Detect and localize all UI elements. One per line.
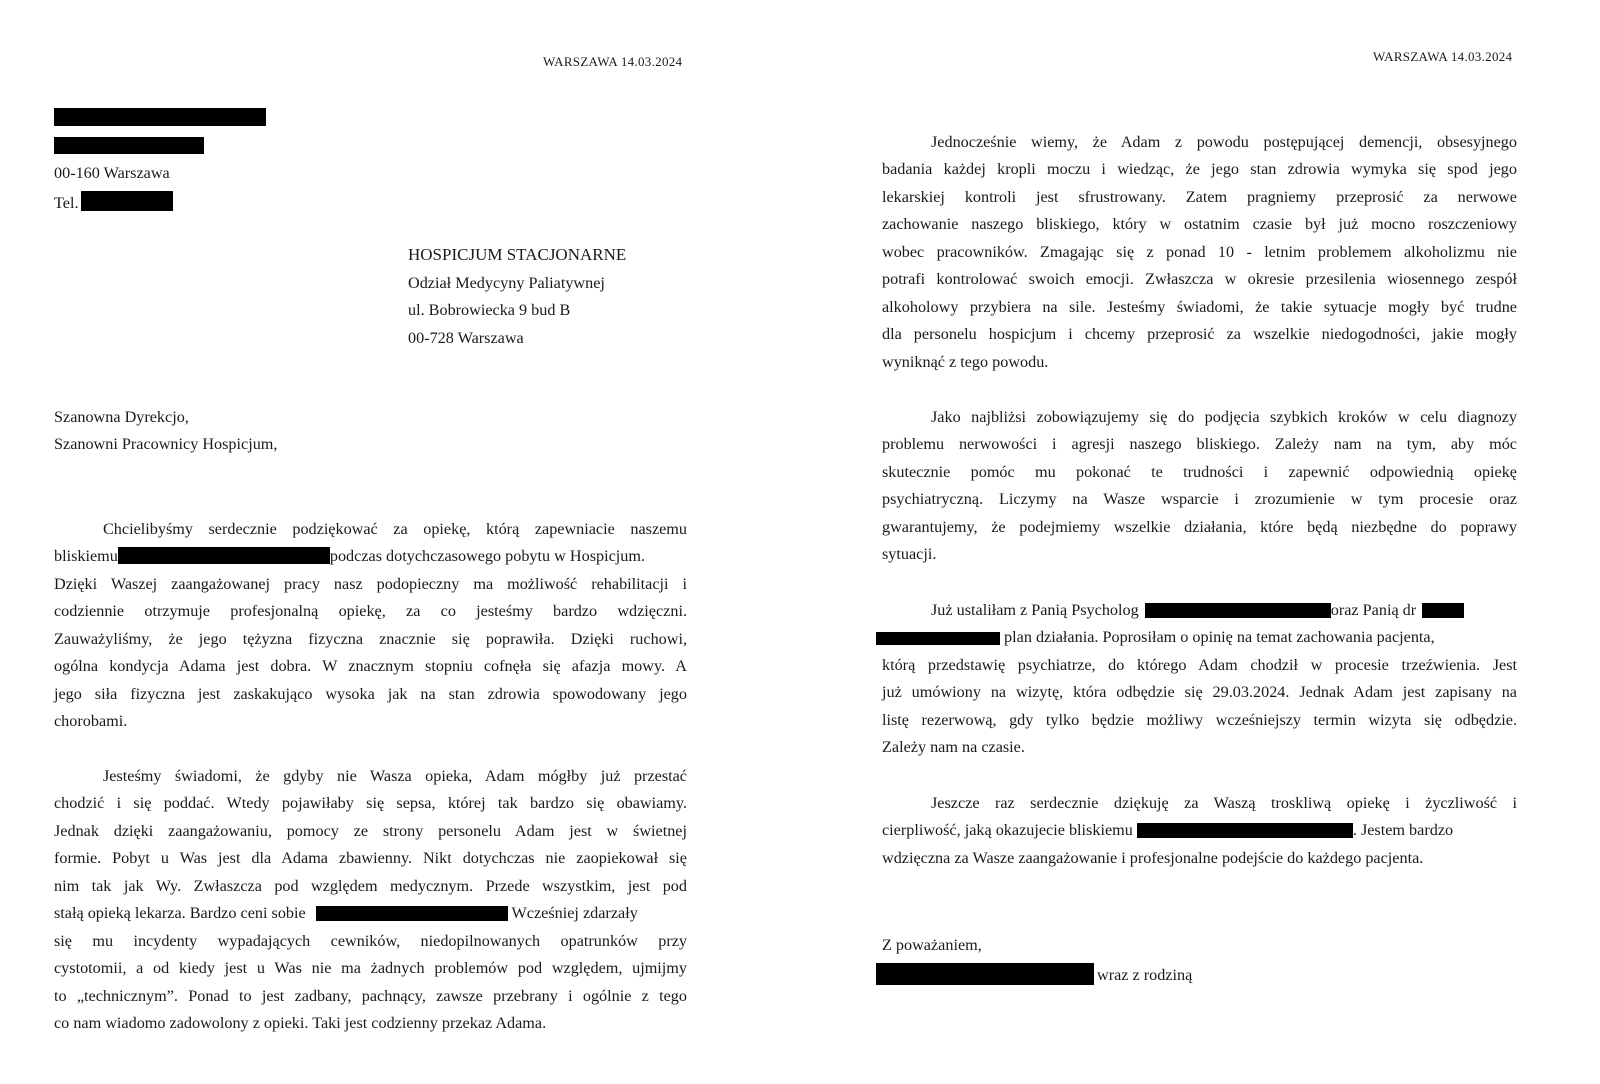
paragraph-line: dla personelu hospicjum i chcemy przeprosić za wszelkie niedogodności, jakie mogły <box>882 325 1517 343</box>
text-fragment: stałą opieką lekarza. Bardzo ceni sobie <box>54 904 306 922</box>
paragraph-line: Zauważyliśmy, że jego tężyzna fizyczna znacznie się poprawiła. Dzięki ruchowi, <box>54 630 687 648</box>
text-fragment: . Jestem bardzo <box>1352 821 1454 839</box>
signature-line <box>876 963 1192 985</box>
paragraph-line: się mu incydenty wypadających cewników, niedopilnowanych opatrunków przy <box>54 932 687 950</box>
paragraph-line: wyniknąć z tego powodu. <box>882 353 1049 371</box>
paragraph-line: chodzić i się poddać. Wtedy pojawiłaby się sepsa, której tak bardzo się obawiamy. <box>54 794 687 812</box>
paragraph-line: alkoholowy przybiera na sile. Jesteśmy świadomi, że takie sytuacje mogły być trudne <box>882 298 1517 316</box>
paragraph-line: którą przedstawię psychiatrze, do którego Adam chodził w procesie trzeźwienia. Jest <box>882 656 1517 674</box>
salutation-line-2: Szanowni Pracownicy Hospicjum, <box>54 435 278 453</box>
paragraph-line: Jesteśmy świadomi, że gdyby nie Wasza opieka, Adam mógłby już przestać <box>103 767 687 785</box>
paragraph-line: ogólna kondycja Adama jest dobra. W znacznym stopniu cofnęła się afazja mowy. A <box>54 657 687 675</box>
redacted-patient-name <box>118 547 330 564</box>
phone-label: Tel. <box>54 194 79 212</box>
redacted-doctor-name <box>1422 603 1464 618</box>
paragraph-line <box>882 820 1517 840</box>
paragraph-line: sytuacji. <box>882 545 937 563</box>
paragraph-line <box>876 627 1517 647</box>
redacted-patient-name <box>1137 823 1353 838</box>
text-fragment: bliskiemu <box>54 547 118 565</box>
paragraph-line: cystotomii, a od kiedy jest u Was nie ma żadnych problemów pod względem, ujmijmy <box>54 959 687 977</box>
text-fragment: Wcześniej zdarzały <box>511 904 638 922</box>
paragraph-line: psychiatryczną. Liczymy na Wasze wsparcie i zrozumienie w tym procesie oraz <box>882 490 1517 508</box>
redacted-phone <box>81 191 173 211</box>
paragraph-line: badania każdej kropli moczu i wiedząc, że jego stan zdrowia wymyka się spod jego <box>882 160 1517 178</box>
sender-phone <box>54 191 173 213</box>
recipient-name: HOSPICJUM STACJONARNE <box>408 245 627 264</box>
paragraph-line: formie. Pobyt u Was jest dla Adama zbawienny. Nikt dotychczas nie zaopiekował się <box>54 849 687 867</box>
paragraph-line: lekarskiej kontroli jest sfrustrowany. Zatem pragniemy przeprosić za nerwowe <box>882 188 1517 206</box>
closing-phrase: Z poważaniem, <box>882 936 982 954</box>
paragraph-line: wobec pracowników. Zmagając się z ponad 10 - letnim problemem alkoholizmu nie <box>882 243 1517 261</box>
text-fragment: oraz Panią dr <box>1330 601 1417 619</box>
paragraph-line: gwarantujemy, że podejmiemy wszelkie działania, które będą niezbędne do poprawy <box>882 518 1517 536</box>
paragraph-line: Jednak dzięki zaangażowaniu, pomocy ze strony personelu Adam jest w świetnej <box>54 822 687 840</box>
redacted-sender-street <box>54 137 204 154</box>
paragraph-line: chorobami. <box>54 712 128 730</box>
paragraph-line: nim tak jak Wy. Zwłaszcza pod względem medycznym. Przede wszystkim, jest pod <box>54 877 687 895</box>
recipient-department: Odział Medycyny Paliatywnej <box>408 274 605 292</box>
salutation-line-1: Szanowna Dyrekcjo, <box>54 408 189 426</box>
text-fragment: plan działania. Poprosiłam o opinię na temat zachowania pacjenta, <box>1004 628 1435 646</box>
sender-postal-city: 00-160 Warszawa <box>54 164 170 182</box>
paragraph-line: już umówiony na wizytę, która odbędzie się 29.03.2024. Jednak Adam jest zapisany na <box>882 683 1517 701</box>
text-fragment: Już ustaliłam z Panią Psycholog <box>931 601 1139 619</box>
paragraph-line <box>54 903 687 923</box>
paragraph-line: zachowanie naszego bliskiego, który w ostatnim czasie był już mocno roszczeniowy <box>882 215 1517 233</box>
paragraph-line: Dzięki Waszej zaangażowanej pracy nasz podopieczny ma możliwość rehabilitacji i <box>54 575 687 593</box>
letter-page-2 <box>800 0 1600 1084</box>
recipient-postal-city: 00-728 Warszawa <box>408 329 524 347</box>
redacted-signature <box>876 963 1094 985</box>
paragraph-line: Chcielibyśmy serdecznie podziękować za opiekę, którą zapewniacie naszemu <box>103 520 687 538</box>
letter-date: WARSZAWA 14.03.2024 <box>1373 49 1513 64</box>
paragraph-line: Jeszcze raz serdecznie dziękuję za Waszą troskliwą opiekę i życzliwość i <box>931 794 1517 812</box>
paragraph-line: skutecznie pomóc mu pokonać te trudności i zapewnić odpowiednią opiekę <box>882 463 1517 481</box>
paragraph-line: Zależy nam na czasie. <box>882 738 1025 756</box>
paragraph-line: Jednocześnie wiemy, że Adam z powodu postępującej demencji, obsesyjnego <box>931 133 1517 151</box>
letter-date: WARSZAWA 14.03.2024 <box>543 54 683 69</box>
paragraph-line: problemu nerwowości i agresji naszego bliskiego. Zależy nam na tym, aby móc <box>882 435 1517 453</box>
redacted-sender-name <box>54 108 266 126</box>
redacted-doctor-surname <box>876 632 1000 645</box>
redacted-psychologist-name <box>1145 603 1331 618</box>
paragraph-line: listę rezerwową, gdy tylko będzie możliwy wcześniejszy termin wizyta się odbędzie. <box>882 711 1517 729</box>
paragraph-line: to „technicznym”. Ponad to jest zadbany, pachnący, zawsze przebrany i ogólnie z tego <box>54 987 687 1005</box>
paragraph-line <box>931 600 1517 620</box>
paragraph-line: co nam wiadomo zadowolony z opieki. Taki jest codzienny przekaz Adama. <box>54 1014 547 1032</box>
recipient-street: ul. Bobrowiecka 9 bud B <box>408 301 571 319</box>
signature-suffix: wraz z rodziną <box>1097 966 1193 984</box>
paragraph-line: Jako najbliżsi zobowiązujemy się do podjęcia szybkich kroków w celu diagnozy <box>931 408 1517 426</box>
paragraph-line: codziennie otrzymuje profesjonalną opiekę, za co jesteśmy bardzo wdzięczni. <box>54 602 687 620</box>
paragraph-line: potrafi kontrolować swoich emocji. Zwłaszcza w okresie przesilenia wiosennego zespół <box>882 270 1517 288</box>
text-fragment: cierpliwość, jaką okazujecie bliskiemu <box>882 821 1133 839</box>
redacted-doctor-name <box>316 906 508 921</box>
paragraph-line: jego siła fizyczna jest zaskakująco wysoka jak na stan zdrowia spowodowany jego <box>54 685 687 703</box>
paragraph-line <box>54 546 687 566</box>
paragraph-line: wdzięczna za Wasze zaangażowanie i profesjonalne podejście do każdego pacjenta. <box>882 849 1424 867</box>
text-fragment: podczas dotychczasowego pobytu w Hospicjum. <box>329 547 645 565</box>
